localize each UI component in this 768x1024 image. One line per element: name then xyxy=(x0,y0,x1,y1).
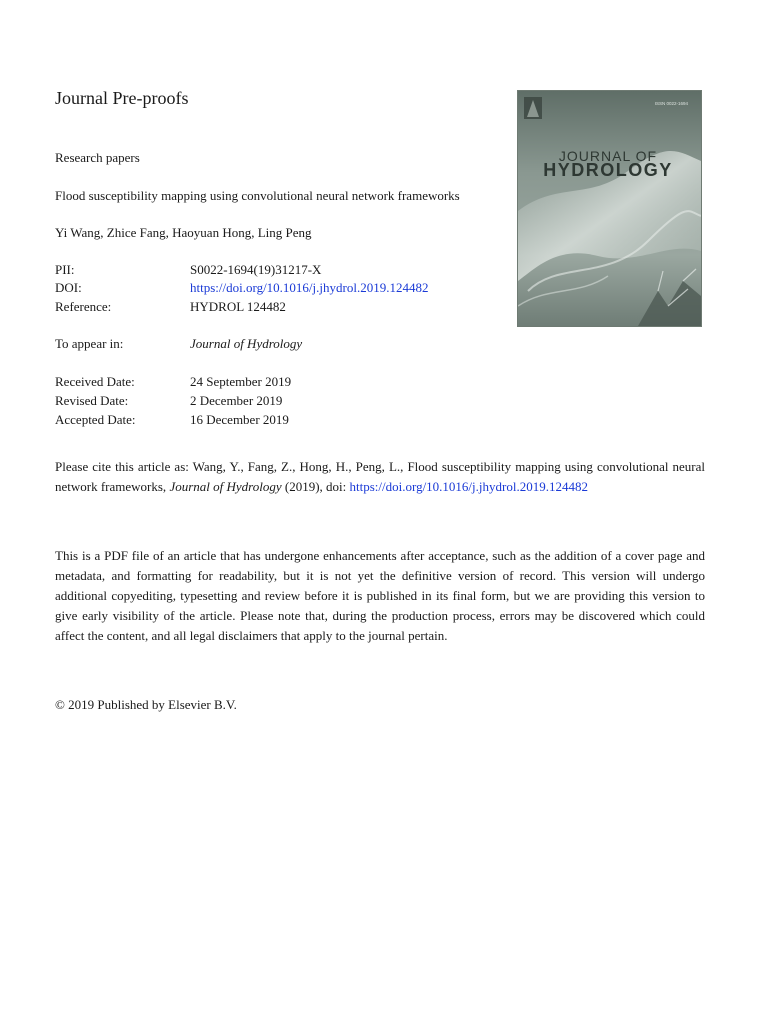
meta-label: PII: xyxy=(55,262,75,277)
cover-artwork xyxy=(518,91,701,326)
meta-label: Reference: xyxy=(55,299,112,314)
citation-prefix: Please cite this article as: Wang, Y., Fang, Z., Hong, H., Peng, L., Flood susceptibility mapping using convolutional neural network frameworks, xyxy=(55,459,705,494)
citation-middle: (2019), doi: xyxy=(281,479,350,494)
meta-label: DOI: xyxy=(55,280,82,295)
citation-paragraph xyxy=(55,457,705,497)
meta-label: Received Date: xyxy=(55,374,135,389)
meta-value: S0022-1694(19)31217-X xyxy=(190,262,322,277)
meta-value: 24 September 2019 xyxy=(190,374,292,389)
doi-link[interactable]: https://doi.org/10.1016/j.jhydrol.2019.124482 xyxy=(190,280,429,295)
meta-value: 2 December 2019 xyxy=(190,393,283,408)
article-type: Research papers xyxy=(55,150,140,165)
cover-title-line2: HYDROLOGY xyxy=(543,160,673,180)
journal-cover-image xyxy=(517,90,702,327)
page-header: Journal Pre-proofs xyxy=(55,88,189,108)
notice-paragraph: This is a PDF file of an article that has undergone enhancements after acceptance, such as the addition of a cover page and metadata, and formatting for readability, but it is not yet the definitive version of record. This version will undergo additional copyediting, typesetting and review before it is published in its final form, but we are providing this version to give early visibility of the article. Please note that, during the production process, errors may be discovered which could affect the content, and all legal disclaimers that apply to the journal pertain. xyxy=(55,548,705,643)
copyright: © 2019 Published by Elsevier B.V. xyxy=(55,697,237,712)
citation-doi-link[interactable]: https://doi.org/10.1016/j.jhydrol.2019.124482 xyxy=(349,479,588,494)
meta-label: To appear in: xyxy=(55,336,124,351)
meta-value: 16 December 2019 xyxy=(190,412,289,427)
meta-label: Accepted Date: xyxy=(55,412,136,427)
article-title: Flood susceptibility mapping using convolutional neural network frameworks xyxy=(55,188,460,203)
meta-value: HYDROL 124482 xyxy=(190,299,286,314)
article-authors: Yi Wang, Zhice Fang, Haoyuan Hong, Ling Peng xyxy=(55,225,312,240)
cover-title-line1: JOURNAL OF xyxy=(558,148,658,164)
citation-journal: Journal of Hydrology xyxy=(169,479,282,494)
meta-label: Revised Date: xyxy=(55,393,129,408)
cover-issn: ISSN 0022-1694 xyxy=(654,101,688,106)
meta-value: Journal of Hydrology xyxy=(190,336,303,351)
